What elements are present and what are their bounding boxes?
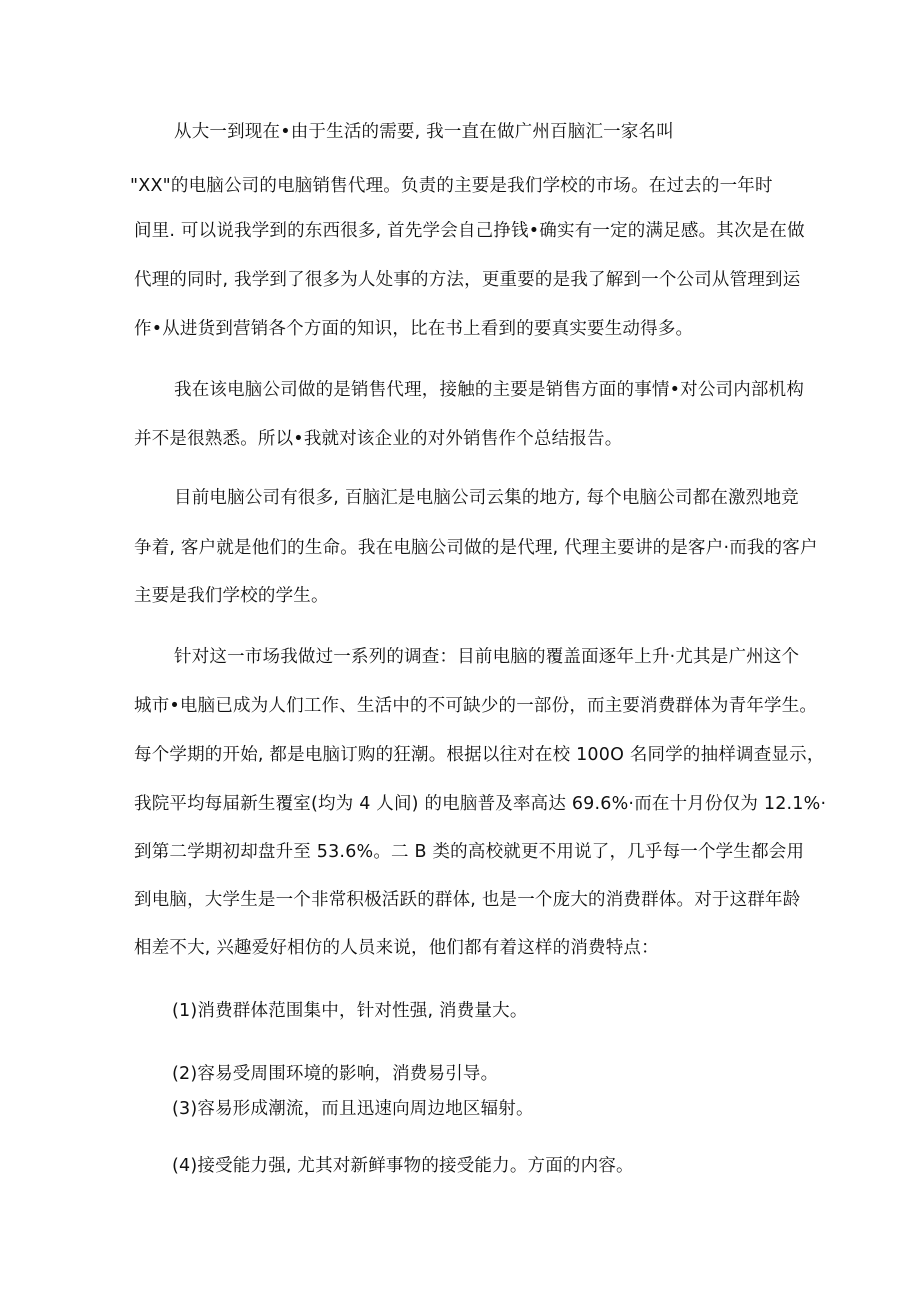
paragraph-line: 我院平均每届新生覆室(均为 4 人间) 的电脑普及率高达 69.6%·而在十月份仅为 12.1%· bbox=[134, 794, 827, 814]
paragraph-line: 相差不大, 兴趣爱好相仿的人员来说，他们都有着这样的消费特点： bbox=[134, 938, 659, 958]
paragraph-line: 间里. 可以说我学到的东西很多, 首先学会自己挣钱•确实有一定的满足感。其次是在做 bbox=[134, 221, 805, 241]
list-item: (3)容易形成潮流，而且迅速向周边地区辐射。 bbox=[172, 1099, 534, 1119]
paragraph-line: 到电脑，大学生是一个非常积极活跃的群体, 也是一个庞大的消费群体。对于这群年龄 bbox=[134, 890, 801, 910]
paragraph-line: 针对这一市场我做过一系列的调查：目前电脑的覆盖面逐年上升·尤其是广州这个 bbox=[174, 647, 800, 667]
paragraph-line: 并不是很熟悉。所以•我就对该企业的对外销售作个总结报告。 bbox=[134, 429, 623, 449]
paragraph-line: 主要是我们学校的学生。 bbox=[134, 586, 329, 606]
paragraph-line: 从大一到现在•由于生活的需要, 我一直在做广州百脑汇一家名叫 bbox=[174, 122, 674, 142]
paragraph-line: 目前电脑公司有很多, 百脑汇是电脑公司云集的地方, 每个电脑公司都在激烈地竞 bbox=[174, 488, 799, 508]
paragraph-line: 代理的同时, 我学到了很多为人处事的方法，更重要的是我了解到一个公司从管理到运 bbox=[134, 270, 801, 290]
list-item: (1)消费群体范围集中，针对性强, 消费量大。 bbox=[172, 1001, 528, 1021]
paragraph-line: 到第二学期初却盘升至 53.6%。二 B 类的高校就更不用说了，几乎每一个学生都会用 bbox=[134, 842, 805, 862]
paragraph-line: 我在该电脑公司做的是销售代理，接触的主要是销售方面的事情•对公司内部机构 bbox=[174, 380, 805, 400]
paragraph-line: 每个学期的开始, 都是电脑订购的狂潮。根据以往对在校 100O 名同学的抽样调查显示， bbox=[134, 745, 825, 765]
list-item: (2)容易受周围环境的影响，消费易引导。 bbox=[172, 1064, 499, 1084]
list-item: (4)接受能力强, 尤其对新鲜事物的接受能力。方面的内容。 bbox=[172, 1156, 634, 1176]
paragraph-line: 作•从进货到营销各个方面的知识，比在书上看到的要真实要生动得多。 bbox=[134, 319, 694, 339]
paragraph-line: 城市•电脑已成为人们工作、生活中的不可缺少的一部份，而主要消费群体为青年学生。 bbox=[134, 696, 818, 716]
paragraph-line: "XX"的电脑公司的电脑销售代理。负责的主要是我们学校的市场。在过去的一年时 bbox=[130, 176, 773, 196]
paragraph-line: 争着, 客户就是他们的生命。我在电脑公司做的是代理, 代理主要讲的是客户·而我的客户 bbox=[134, 538, 818, 558]
